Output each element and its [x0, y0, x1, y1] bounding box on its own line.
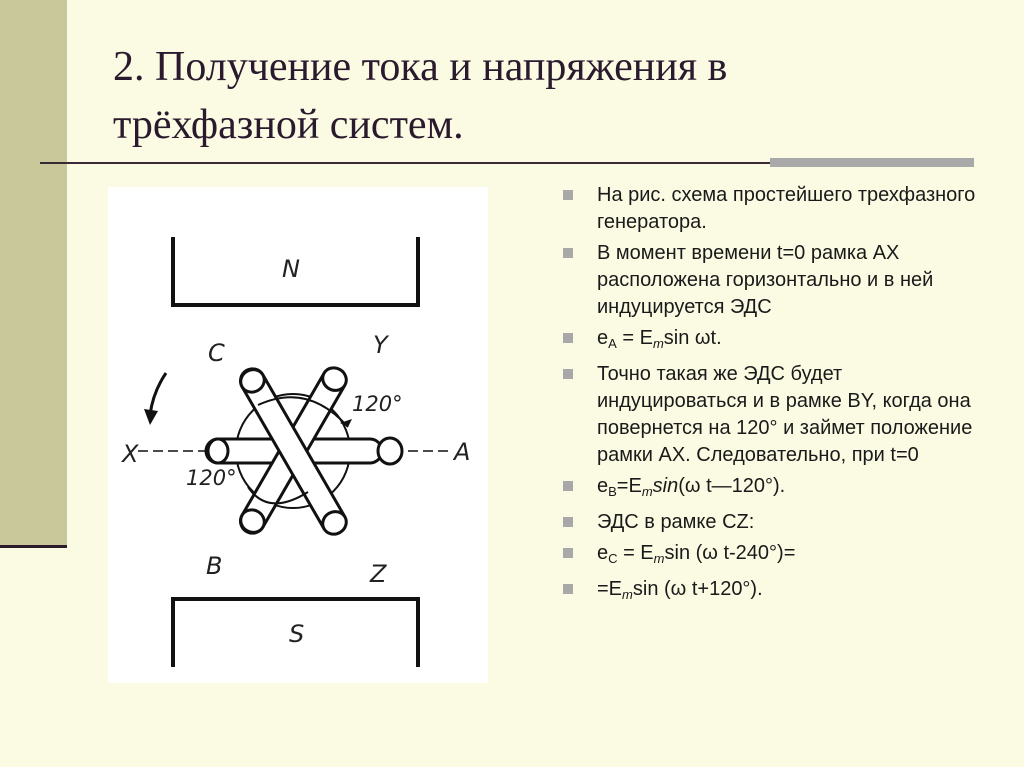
bullet-text: ЭДС в рамке CZ:: [597, 511, 755, 533]
bullet-item: [563, 509, 993, 536]
bullet-marker: [563, 248, 573, 258]
label-a: A: [454, 438, 471, 466]
bullet-item: [563, 576, 993, 608]
bullet-text: Точно такая же ЭДС будет индуцироваться и в рамке BY, когда она повернется на 120° и займет положение рамки АХ. Следовательно, при t=0: [597, 363, 973, 466]
bullet-item: [563, 540, 993, 572]
formula-eb: $e_B=E_m\sin(\omega$ t—120°).: [597, 475, 786, 499]
slide-title: [113, 38, 993, 154]
north-pole-label: N: [282, 255, 300, 283]
title-underline-accent: [770, 158, 974, 167]
title-line-2: трёхфазной систем.: [113, 102, 464, 148]
formula-ec: $e_C = E_m\sin$ (ω t-240°)=: [597, 542, 796, 566]
bullet-text: В момент времени t=0 рамка АХ расположена горизонтально и в ней индуцируется ЭДС: [597, 242, 934, 318]
angle-label-left: 120°: [186, 466, 237, 490]
bullet-marker: [563, 369, 573, 379]
title-line-1: 2. Получение тока и напряжения в: [113, 44, 728, 90]
bullet-item: [563, 240, 993, 321]
generator-diagram: [108, 187, 488, 683]
label-y: Y: [373, 331, 388, 359]
bullet-marker: [563, 548, 573, 558]
bullet-marker: [563, 481, 573, 491]
bullet-marker: [563, 190, 573, 200]
sidebar-accent: [0, 0, 67, 545]
bullet-item: [563, 473, 993, 505]
formula-ec-continued: $=E_m\sin$ (ω t+120°).: [597, 578, 763, 602]
rotation-direction-arrow: [150, 373, 166, 415]
bullet-item: [563, 361, 993, 469]
formula-ea: $e_A = E_m\sin$ ωt.: [597, 327, 722, 351]
sidebar-divider: [0, 545, 67, 548]
bullet-text: На рис. схема простейшего трехфазного генератора.: [597, 184, 976, 233]
label-z: Z: [370, 560, 387, 588]
label-c: C: [208, 339, 225, 367]
bullet-item: [563, 182, 993, 236]
bullet-marker: [563, 584, 573, 594]
label-x: X: [122, 440, 139, 468]
label-b: B: [206, 552, 223, 580]
south-pole-label: S: [289, 620, 305, 648]
rotation-arrowhead: [144, 409, 158, 425]
bullet-marker: [563, 517, 573, 527]
bullet-list: [563, 182, 993, 612]
bullet-item: [563, 325, 993, 357]
angle-label-top: 120°: [352, 392, 403, 416]
bullet-marker: [563, 333, 573, 343]
